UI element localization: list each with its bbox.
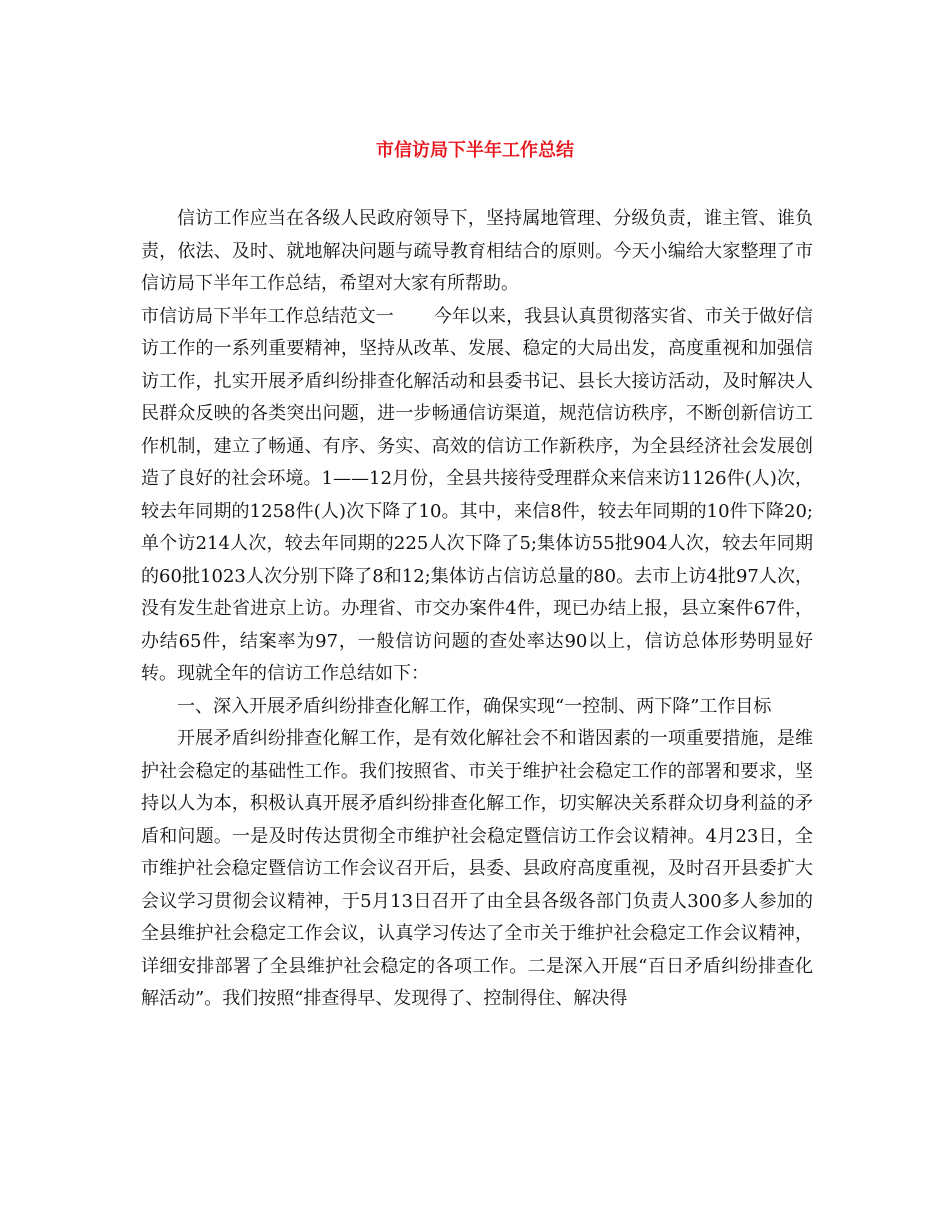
body-paragraph-2: 开展矛盾纠纷排查化解工作，是有效化解社会不和谐因素的一项重要措施，是维护社会稳定的基础性工作。我们按照省、市关于维护社会稳定工作的部署和要求，坚持以人为本，积极认真开展矛盾纠纷排查化解工作，切实解决关系群众切身利益的矛盾和问题。一是及时传达贯彻全市维护社会稳定暨信访工作会议精神。4月23日，全市维护社会稳定暨信访工作会议召开后，县委、县政府高度重视，及时召开县委扩大会议学习贯彻会议精神，于5月13日召开了由全县各级各部门负责人300多人参加的全县维护社会稳定工作会议，认真学习传达了全市关于维护社会稳定工作会议精神，详细安排部署了全县维护社会稳定的各项工作。二是深入开展“百日矛盾纠纷排查化解活动”。我们按照“排查得早、发现得了、控制得住、解决得 <box>141 728 813 1009</box>
document-body <box>141 203 813 1016</box>
section-paragraph <box>141 301 813 691</box>
section-first-paragraph: 今年以来，我县认真贯彻落实省、市关于做好信访工作的一系列重要精神，坚持从改革、发展、稳定的大局出发，高度重视和加强信访工作，扎实开展矛盾纠纷排查化解活动和县委书记、县长大接访活动，及时解决人民群众反映的各类突出问题，进一步畅通信访渠道，规范信访秩序，不断创新信访工作机制，建立了畅通、有序、务实、高效的信访工作新秩序，为全县经济社会发展创造了良好的社会环境。1——12月份，全县共接待受理群众来信来访1126件(人)次，较去年同期的1258件(人)次下降了10。其中，来信8件，较去年同期的10件下降20;单个访214人次，较去年同期的225人次下降了5;集体访55批904人次，较去年同期的60批1023人次分别下降了8和12;集体访占信访总量的80。去市上访4批97人次，没有发生赴省进京上访。办理省、市交办案件4件，现已办结上报，县立案件67件，办结65件，结案率为97，一般信访问题的查处率达90以上，信访总体形势明显好转。现就全年的信访工作总结如下： <box>141 305 814 684</box>
intro-paragraph: 信访工作应当在各级人民政府领导下，坚持属地管理、分级负责，谁主管、谁负责，依法、及时、就地解决问题与疏导教育相结合的原则。今天小编给大家整理了市信访局下半年工作总结，希望对大家有所帮助。 <box>141 208 813 294</box>
section-heading-1: 一、深入开展矛盾纠纷排查化解工作，确保实现“一控制、两下降”工作目标 <box>177 695 772 717</box>
section-label: 市信访局下半年工作总结范文一 <box>141 305 394 327</box>
document-title: 市信访局下半年工作总结 <box>376 140 574 161</box>
